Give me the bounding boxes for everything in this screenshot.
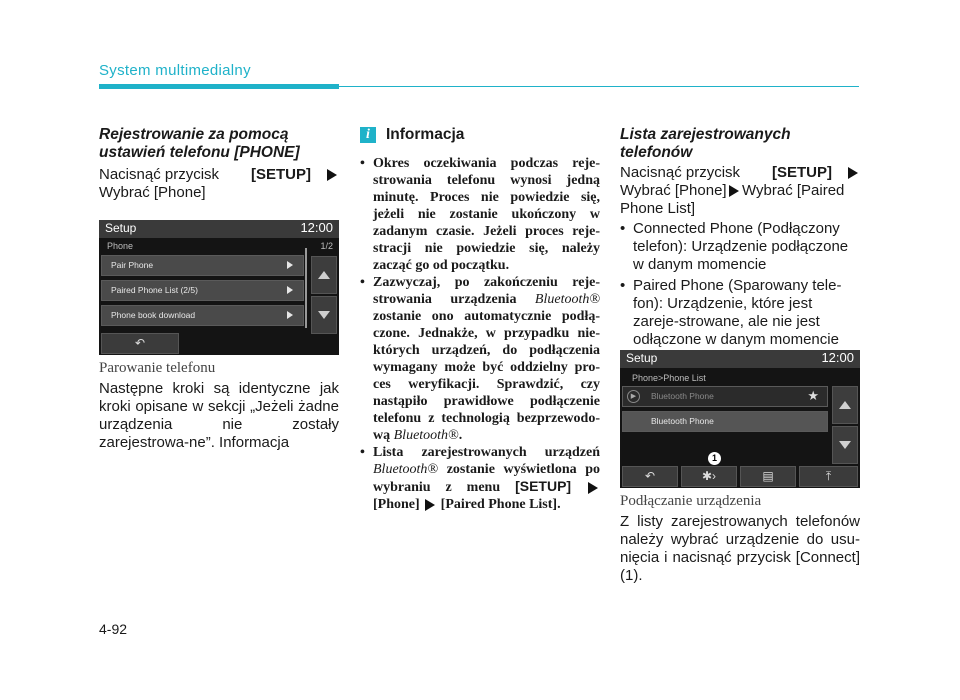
connect-button[interactable]: ▶ xyxy=(627,390,640,403)
col3-heading-line1: Lista zarejestrowanych xyxy=(620,126,791,143)
info-header xyxy=(360,126,464,144)
scroll-up-button[interactable] xyxy=(832,386,858,424)
menu-item-label: Pair Phone xyxy=(111,260,154,270)
info-bullet-text: zostanie ono automatycznie podłą-czone. Jednakże, w przypadku nie-których urządzeń, do podłączenia wymagany może być oddzielny pro-ces weryfikacji. Sprawdzić, czy nastąpiło prawidłowe podłączenie telefonu z technologią bezprzewodo-wą xyxy=(373,309,600,443)
bullet-dot: • xyxy=(360,156,365,171)
col1-instruction xyxy=(99,166,339,202)
setup-button-label: [SETUP] xyxy=(515,478,572,494)
info-bullet-1 xyxy=(360,155,600,274)
page-number: 4-92 xyxy=(99,621,128,637)
header-rule-thick xyxy=(99,84,339,89)
screenshot-phone-list xyxy=(620,350,860,488)
info-bullet-text: [Paired Phone List]. xyxy=(440,497,561,512)
bullet-dot: • xyxy=(620,277,626,294)
info-bullet-text: zostanie wyświetlona po wybraniu z menu xyxy=(373,462,600,495)
col3-body-text: Z listy zarejestrowanych telefonów należy wybrać urządzenie do usu-nięcia i nacisnąć przycisk [Connect] (1). xyxy=(620,513,860,584)
screen-title-bar xyxy=(99,220,339,238)
screen-subtitle: Phone>Phone List xyxy=(632,373,706,383)
bluetooth-term: Bluetooth® xyxy=(534,292,600,307)
col1-heading-line1: Rejestrowanie za pomocą xyxy=(99,126,289,143)
menu-item-phone-book-download[interactable] xyxy=(101,305,304,326)
arrow-right-icon xyxy=(848,167,858,179)
info-title: Informacja xyxy=(386,126,465,143)
bullet-dot: • xyxy=(360,275,365,290)
info-bullet-text: Lista zarejestrowanych urządzeń xyxy=(373,445,600,460)
back-button[interactable] xyxy=(622,466,678,487)
info-bullet-text: [Phone] xyxy=(373,497,420,512)
col3-bullet-2 xyxy=(620,277,860,349)
col3-heading-line2: telefonów xyxy=(620,144,693,161)
phone-list-item-connected[interactable] xyxy=(622,386,828,407)
chevron-right-icon xyxy=(287,311,293,319)
bluetooth-term: Bluetooth® xyxy=(373,462,439,477)
bullet-dot: • xyxy=(360,445,365,460)
menu-item-label: Paired Phone List (2/5) xyxy=(111,285,198,295)
col3-bullets xyxy=(620,220,860,349)
chevron-right-icon xyxy=(287,286,293,294)
screen-page-indicator: 1/2 xyxy=(320,241,333,251)
delete-button[interactable] xyxy=(740,466,796,487)
info-bullet-text: Zazwyczaj, po zakończeniu reje-strowania urządzenia xyxy=(373,275,600,307)
col3-instr-mid: Wybrać [Phone] xyxy=(620,182,727,199)
screen-clock: 12:00 xyxy=(300,220,333,235)
info-bullet-2 xyxy=(360,274,600,444)
move-to-top-icon: ⤒ xyxy=(825,469,832,483)
info-bullet-text: Okres oczekiwania podczas reje-strowania telefonu wynosi jedną minutę. Proces nie powiedzie się, jeżeli nie zostanie ukończony w zadanym czasie. Jeżeli proces reje-stracji nie powiedzie się, należy zacząć go od początku. xyxy=(373,156,600,273)
triangle-up-icon xyxy=(839,401,851,409)
screenshot-setup-phone xyxy=(99,220,339,355)
info-bullet-3 xyxy=(360,444,600,513)
col1-heading xyxy=(99,126,339,162)
back-arrow-icon: ↶ xyxy=(134,336,146,350)
back-button[interactable] xyxy=(101,333,179,354)
triangle-down-icon xyxy=(839,441,851,449)
scrollbar[interactable] xyxy=(305,248,307,328)
bluetooth-term: Bluetooth® xyxy=(393,428,459,443)
menu-item-pair-phone[interactable] xyxy=(101,255,304,276)
col3-bullet-1 xyxy=(620,220,860,274)
callout-marker: 1 xyxy=(708,452,721,465)
star-icon: ★ xyxy=(807,388,819,403)
arrow-right-icon xyxy=(588,482,598,494)
scroll-up-button[interactable] xyxy=(311,256,337,294)
section-title: System multimedialny xyxy=(99,62,251,79)
col3-bullet-text: Connected Phone (Podłączony telefon): Urządzenie podłączone w danym momencie xyxy=(633,220,849,273)
arrow-right-icon xyxy=(729,185,739,197)
info-bullet-text: . xyxy=(458,428,463,443)
info-icon: i xyxy=(360,127,376,143)
screen-title-bar xyxy=(620,350,860,368)
screen-title: Setup xyxy=(626,351,658,365)
scroll-down-button[interactable] xyxy=(311,296,337,334)
phone-name: Bluetooth Phone xyxy=(651,416,714,426)
chevron-right-icon xyxy=(287,261,293,269)
col1-instr-line2: Wybrać [Phone] xyxy=(99,184,206,201)
move-top-button[interactable] xyxy=(799,466,858,487)
screen-clock: 12:00 xyxy=(821,350,854,365)
menu-item-paired-phone-list[interactable] xyxy=(101,280,304,301)
col3-instr-prefix: Nacisnąć przycisk xyxy=(620,164,741,181)
col1-body-text: Następne kroki są identyczne jak kroki opisane w sekcji „Jeżeli żadne urządzenia nie zostały zarejestrowa-ne”. Informacja xyxy=(99,380,339,451)
col1-setup-button-label: [SETUP] xyxy=(251,166,311,183)
col1-heading-line2: ustawień telefonu [PHONE] xyxy=(99,144,300,161)
col3-setup-button-label: [SETUP] xyxy=(772,164,832,181)
bullet-dot: • xyxy=(620,220,626,237)
col3-figure-caption: Podłączanie urządzenia xyxy=(620,493,762,509)
bluetooth-icon: ✱› xyxy=(701,469,717,483)
info-bullets xyxy=(360,155,600,513)
back-arrow-icon: ↶ xyxy=(644,469,656,483)
scroll-down-button[interactable] xyxy=(832,426,858,464)
col3-bullet-text: Paired Phone (Sparowany tele-fon): Urządzenie, które jest zareje-strowane, ale nie jest odłączone w danym momencie xyxy=(633,277,842,348)
col1-instr-prefix: Nacisnąć przycisk xyxy=(99,166,220,183)
phone-name: Bluetooth Phone xyxy=(651,391,714,401)
screen-title: Setup xyxy=(105,221,137,235)
bluetooth-connect-button[interactable] xyxy=(681,466,737,487)
col3-instruction: Nacisnąć przycisk [SETUP] Wybrać [Phone] Wybrać [Paired Phone List] xyxy=(620,164,860,218)
header-rule-thin xyxy=(339,86,859,87)
triangle-up-icon xyxy=(318,271,330,279)
menu-item-label: Phone book download xyxy=(111,310,196,320)
arrow-right-icon xyxy=(425,499,435,511)
trash-icon: ▤ xyxy=(762,469,774,483)
arrow-right-icon xyxy=(327,169,337,181)
phone-list-item-paired[interactable] xyxy=(622,411,828,432)
col3-heading xyxy=(620,126,860,162)
screen-subtitle: Phone xyxy=(107,241,134,251)
triangle-down-icon xyxy=(318,311,330,319)
col1-figure-caption: Parowanie telefonu xyxy=(99,360,216,376)
